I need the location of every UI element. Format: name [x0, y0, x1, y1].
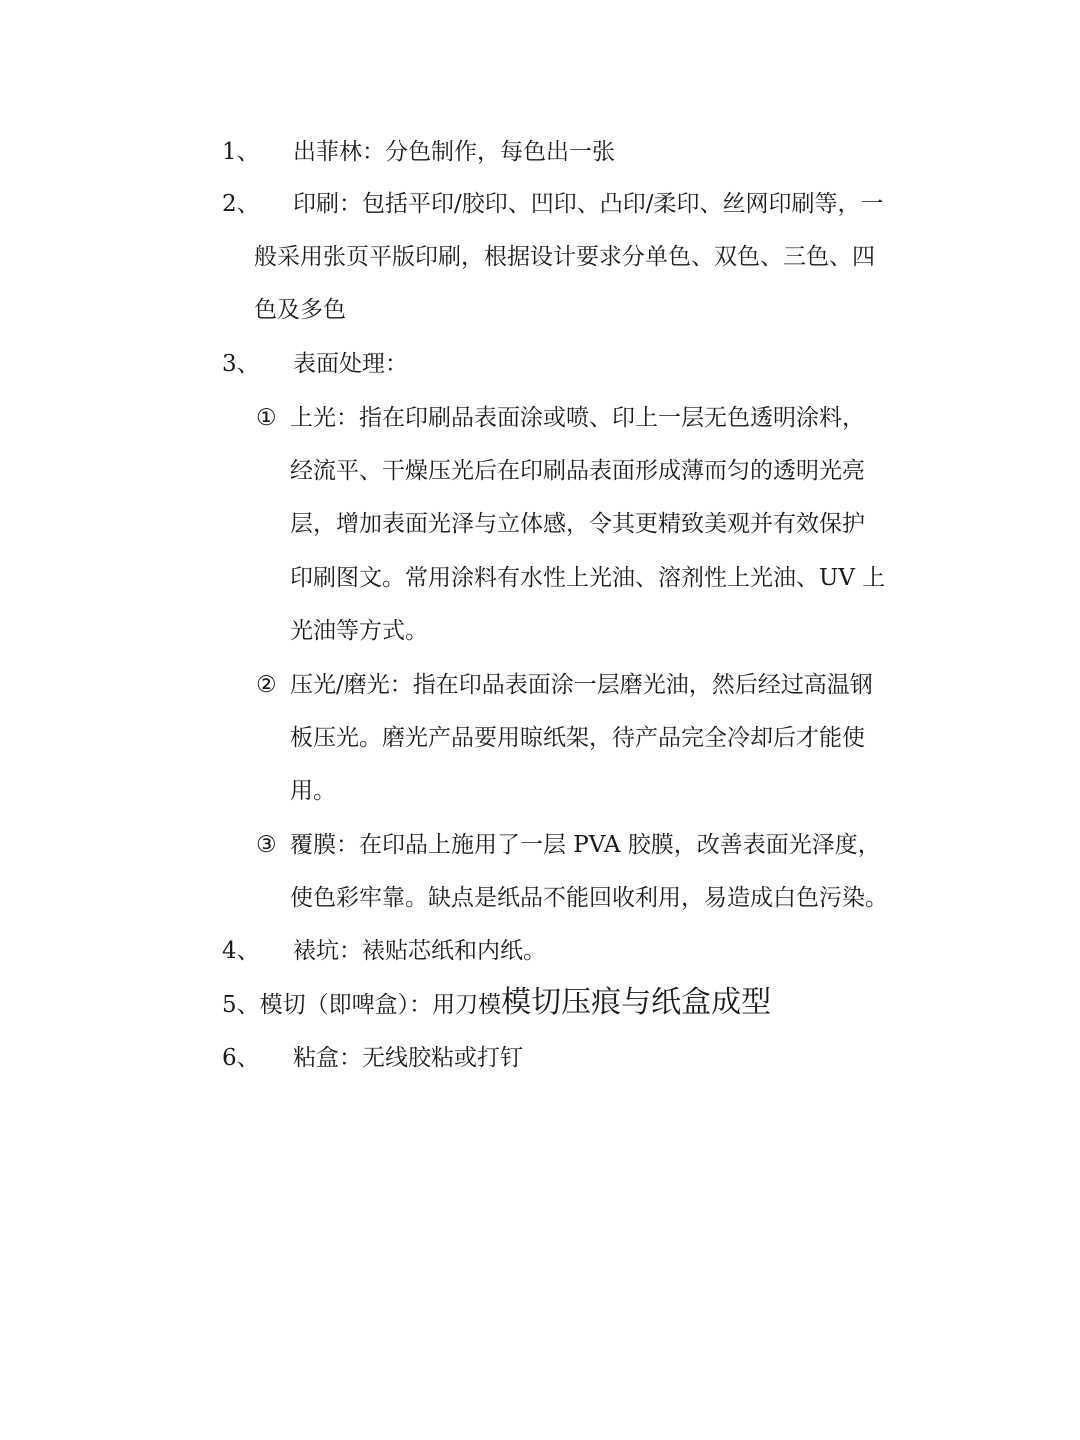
circled-number-marker: ① — [256, 405, 277, 431]
item-text-large: 模切压痕与纸盒成型 — [501, 985, 772, 1020]
sub-item-text-line: 用。 — [290, 778, 336, 804]
item-number: 3、 — [222, 351, 260, 377]
item-number: 5、 — [222, 992, 260, 1018]
sub-item-text-line: 印刷图文。常用涂料有水性上光油、溶剂性上光油、UV 上 — [290, 565, 886, 591]
sub-item-text-line: 使色彩牢靠。缺点是纸品不能回收利用，易造成白色污染。 — [290, 885, 888, 911]
item-number: 4、 — [222, 938, 260, 964]
sub-item-text-line: 上光：指在印刷品表面涂或喷、印上一层无色透明涂料， — [290, 405, 865, 431]
item-text-line: 表面处理： — [293, 351, 408, 377]
item-text-line: 裱坑：裱贴芯纸和内纸。 — [293, 938, 546, 964]
item-5-text — [222, 986, 771, 1022]
circled-number-marker: ② — [256, 672, 277, 698]
item-text-line: 粘盒：无线胶粘或打钉 — [293, 1045, 523, 1071]
sub-item-text-line: 层，增加表面光泽与立体感，令其更精致美观并有效保护 — [290, 511, 865, 537]
item-number: 2、 — [222, 191, 260, 217]
item-text-small: 模切（即啤盒）：用刀模 — [259, 992, 502, 1018]
sub-item-text-line: 覆膜：在印品上施用了一层 PVA 胶膜，改善表面光泽度， — [290, 832, 881, 858]
sub-item-text-line: 经流平、干燥压光后在印刷品表面形成薄而匀的透明光亮 — [290, 458, 865, 484]
circled-number-marker: ③ — [256, 832, 277, 858]
item-text-line: 色及多色 — [254, 297, 346, 323]
item-text-line: 印刷：包括平印/胶印、凹印、凸印/柔印、丝网印刷等，一 — [293, 191, 884, 217]
sub-item-text-line: 压光/磨光：指在印品表面涂一层磨光油，然后经过高温钢 — [290, 672, 873, 698]
item-number: 6、 — [222, 1045, 260, 1071]
sub-item-text-line: 光油等方式。 — [290, 618, 428, 644]
item-number: 1、 — [222, 139, 260, 165]
sub-item-text-line: 板压光。磨光产品要用晾纸架，待产品完全冷却后才能使 — [290, 725, 865, 751]
item-text-line: 般采用张页平版印刷，根据设计要求分单色、双色、三色、四 — [254, 244, 875, 270]
item-text-line: 出菲林：分色制作，每色出一张 — [293, 139, 615, 165]
